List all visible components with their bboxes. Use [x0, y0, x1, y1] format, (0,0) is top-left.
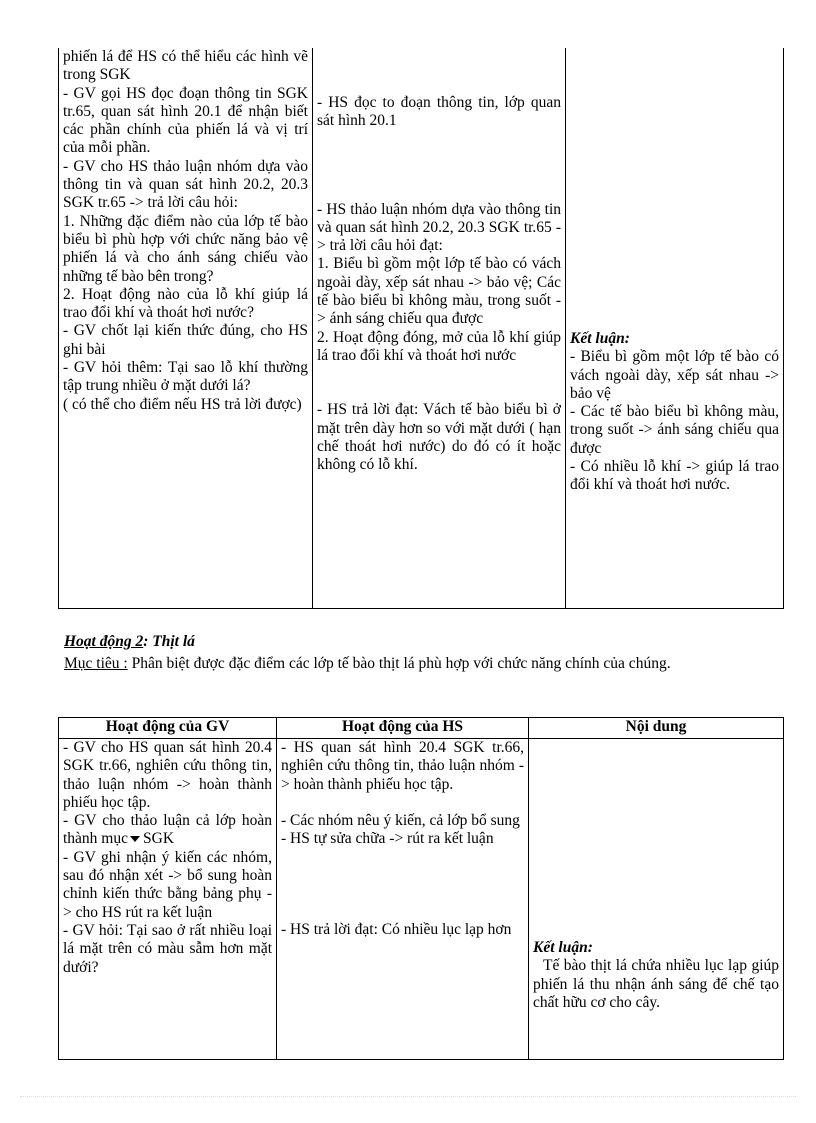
text-paragraph: - HS tự sửa chữa -> rút ra kết luận — [281, 830, 494, 848]
column-header: Nội dung — [529, 718, 784, 739]
column-header: Hoạt động của GV — [59, 718, 277, 739]
text-paragraph: - Các tế bào biểu bì không màu, trong suốt -> ánh sáng chiếu qua được — [570, 403, 779, 457]
table-row — [59, 739, 784, 1060]
content-cell — [529, 739, 784, 1060]
text-paragraph: - HS thảo luận nhóm dựa vào thông tin và quan sát hình 20.2, 20.3 SGK tr.65 -> trả lời câu hỏi đạt: — [317, 200, 561, 255]
text-paragraph: - GV chốt lại kiến thức đúng, cho HS ghi bài — [63, 322, 308, 358]
text-paragraph: - HS trả lời đạt: Có nhiều lục lạp hơn — [281, 921, 512, 939]
objective-label: Mục tiêu : — [64, 655, 128, 672]
conclusion-title: Kết luận: — [570, 330, 630, 347]
text-paragraph: 1. Biểu bì gồm một lớp tế bào có vách ngoài dày, xếp sát nhau -> bảo vệ; Các tế bào biểu bì không màu, trong suốt -> ánh sáng chiếu qua được — [317, 255, 561, 328]
text-paragraph: - GV cho HS thảo luận nhóm dựa vào thông tin và quan sát hình 20.2, 20.3 SGK tr.65 -> trả lời câu hỏi: — [63, 157, 308, 212]
text-paragraph: - GV hỏi: Tại sao ở rất nhiều loại lá mặt trên có màu sẫm hơn mặt dưới? — [63, 921, 272, 976]
text-paragraph: 2. Hoạt động đóng, mở của lỗ khí giúp lá trao đổi khí và thoát hơi nước — [317, 328, 561, 364]
footer-divider — [20, 1096, 796, 1097]
table-row — [59, 48, 784, 609]
lesson-table-continued — [58, 48, 784, 609]
activity-title: Thịt lá — [152, 633, 195, 650]
activity-heading — [64, 632, 195, 652]
column-header: Hoạt động của HS — [277, 718, 529, 739]
student-activity-cell — [277, 739, 529, 1060]
table-header-row — [59, 718, 784, 739]
triangle-down-icon — [130, 836, 140, 842]
text-paragraph: - Các nhóm nêu ý kiến, cả lớp bổ sung — [281, 811, 520, 829]
student-activity-cell — [313, 48, 566, 609]
content-cell — [566, 48, 784, 609]
activity-separator: : — [143, 633, 153, 650]
text-paragraph: - Biểu bì gồm một lớp tế bào có vách ngoài dày, xếp sát nhau -> bảo vệ — [570, 348, 779, 402]
teacher-activity-cell — [59, 739, 277, 1060]
activity-2-table — [58, 717, 784, 1060]
objective-text: Phân biệt được đặc điểm các lớp tế bào thịt lá phù hợp với chức năng chính của chúng. — [127, 655, 671, 672]
text-span: - GV cho thảo luận cả lớp hoàn thành mục — [63, 812, 272, 848]
text-paragraph: phiến lá để HS có thể hiểu các hình vẽ trong SGK — [63, 48, 308, 84]
text-paragraph: - Có nhiều lỗ khí -> giúp lá trao đổi khí và thoát hơi nước. — [570, 458, 779, 494]
text-paragraph: Tế bào thịt lá chứa nhiều lục lạp giúp phiến lá thu nhận ánh sáng để chế tạo chất hữu cơ cho cây. — [533, 957, 779, 1011]
text-paragraph: - HS trả lời đạt: Vách tế bào biểu bì ở mặt trên dày hơn so với mặt dưới ( hạn chế thoát hơi nước) do đó có ít hoặc không có lỗ khí. — [317, 401, 561, 474]
text-paragraph: - GV ghi nhận ý kiến các nhóm, sau đó nhận xét -> bổ sung hoàn chỉnh kiến thức bằng bảng phụ -> cho HS rút ra kết luận — [63, 848, 272, 921]
activity-label: Hoạt động 2 — [64, 633, 144, 650]
text-paragraph: - HS đọc to đoạn thông tin, lớp quan sát hình 20.1 — [317, 94, 561, 130]
text-paragraph: - GV hỏi thêm: Tại sao lỗ khí thường tập trung nhiều ở mặt dưới lá? — [63, 359, 308, 395]
text-paragraph: - GV cho HS quan sát hình 20.4 SGK tr.66, nghiên cứu thông tin, thảo luận nhóm -> hoàn thành phiếu học tập. — [63, 739, 272, 811]
text-paragraph: 2. Hoạt động nào của lỗ khí giúp lá trao đổi khí và thoát hơi nước? — [63, 285, 308, 322]
conclusion-title: Kết luận: — [533, 939, 593, 956]
teacher-activity-cell — [59, 48, 313, 609]
objective — [64, 654, 764, 674]
text-paragraph: 1. Những đặc điểm nào của lớp tế bào biểu bì phù hợp với chức năng bảo vệ phiến lá và cho ánh sáng chiếu vào những tế bào bên trong? — [63, 212, 308, 285]
text-paragraph: - GV gọi HS đọc đoạn thông tin SGK tr.65, quan sát hình 20.1 để nhận biết các phần chính của phiến lá và vị trí của mỗi phần. — [63, 84, 308, 157]
text-span: SGK — [143, 830, 175, 848]
text-paragraph: ( có thể cho điểm nếu HS trả lời được) — [63, 395, 302, 413]
text-paragraph — [63, 812, 272, 849]
text-paragraph: - HS quan sát hình 20.4 SGK tr.66, nghiên cứu thông tin, thảo luận nhóm -> hoàn thành phiếu học tập. — [281, 739, 524, 793]
